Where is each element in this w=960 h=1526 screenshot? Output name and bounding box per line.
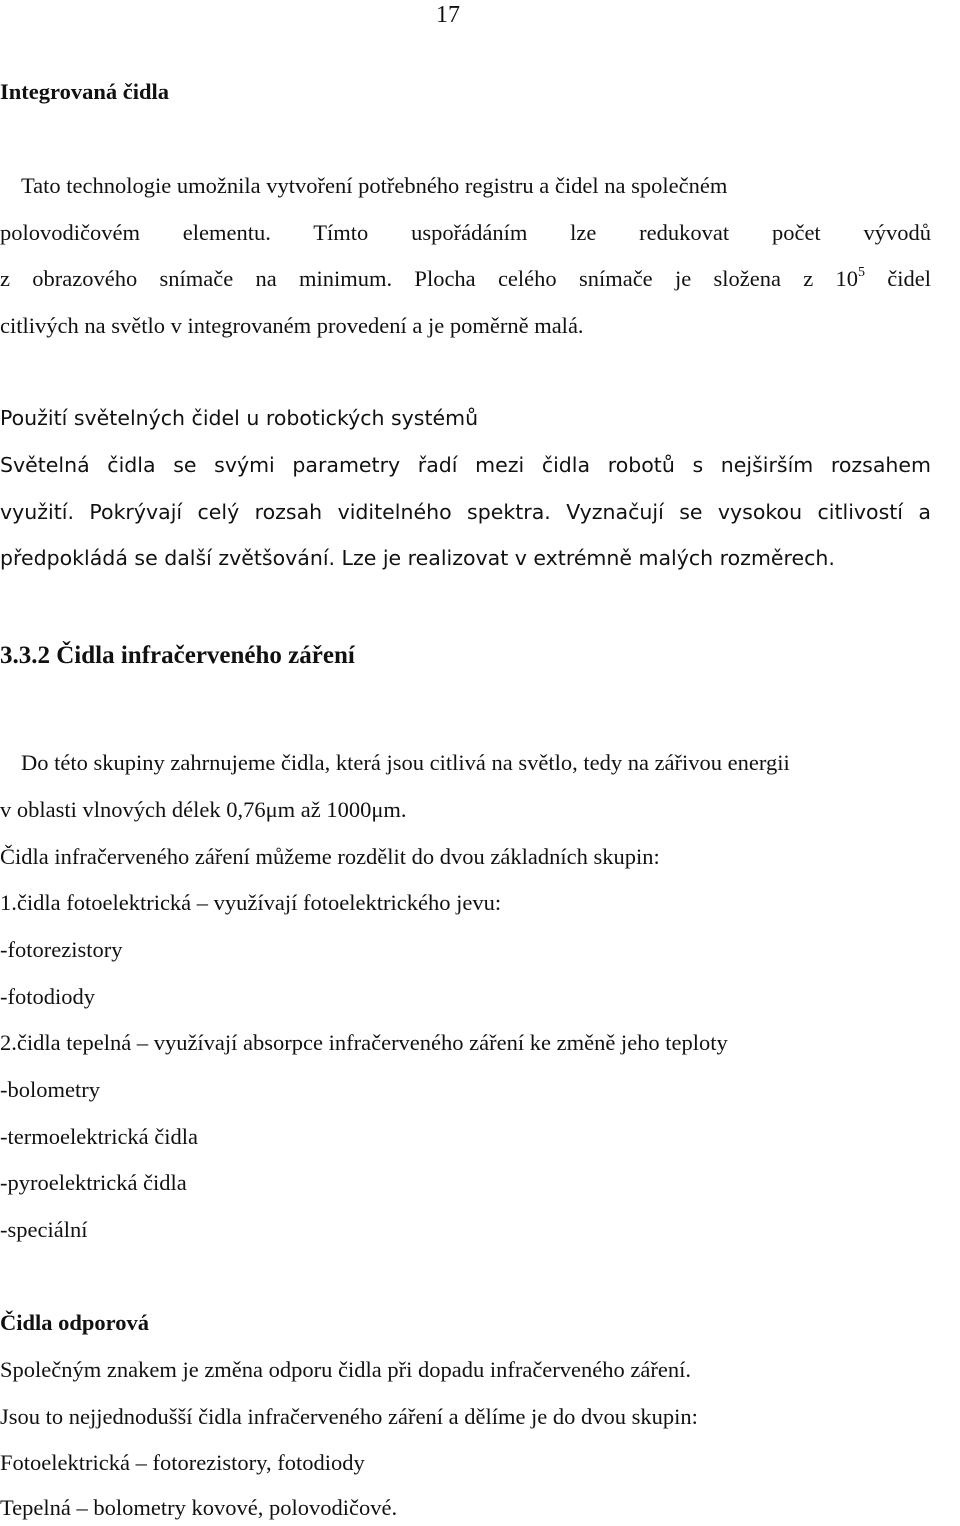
- paragraph-line: Světelná čidla se svými parametry řadí mezi čidla robotů s nejširším rozsahem: [0, 453, 931, 477]
- paragraph-text: z obrazového snímače na minimum. Plocha celého snímače je složena z 10: [0, 266, 858, 291]
- paragraph-text: čidel: [864, 266, 931, 291]
- section-heading-resistive: Čidla odporová: [0, 1310, 149, 1335]
- paragraph-line: využití. Pokrývají celý rozsah viditelného spektra. Vyznačují se vysokou citlivostí a: [0, 500, 931, 524]
- list-item: -fotorezistory: [0, 937, 123, 962]
- paragraph-line: předpokládá se další zvětšování. Lze je realizovat v extrémně malých rozměrech.: [0, 546, 835, 570]
- paragraph-line: Společným znakem je změna odporu čidla při dopadu infračerveného záření.: [0, 1357, 691, 1382]
- paragraph-line: Tepelná – bolometry kovové, polovodičové.: [0, 1495, 398, 1520]
- paragraph-line: [0, 265, 931, 291]
- superscript-exponent: 5: [857, 265, 865, 280]
- list-item: -speciální: [0, 1217, 88, 1242]
- list-item: 2.čidla tepelná – využívají absorpce infračerveného záření ke změně jeho teploty: [0, 1030, 728, 1055]
- paragraph-line: Jsou to nejjednodušší čidla infračerveného záření a dělíme je do dvou skupin:: [0, 1404, 698, 1429]
- section-heading-integrated: Integrovaná čidla: [0, 79, 169, 104]
- section-title-robotic: Použití světelných čidel u robotických systémů: [0, 406, 479, 430]
- section-heading-infrared: 3.3.2 Čidla infračerveného záření: [0, 642, 355, 669]
- paragraph-line: Do této skupiny zahrnujeme čidla, která jsou citlivá na světlo, tedy na zářivou energii: [21, 750, 790, 775]
- page-number: 17: [436, 2, 460, 28]
- list-item: -fotodiody: [0, 984, 95, 1009]
- paragraph-line: Čidla infračerveného záření můžeme rozdělit do dvou základních skupin:: [0, 844, 660, 869]
- paragraph-line: v oblasti vlnových délek 0,76μm až 1000μm.: [0, 797, 407, 822]
- list-item: 1.čidla fotoelektrická – využívají fotoelektrického jevu:: [0, 890, 502, 915]
- paragraph-line: Tato technologie umožnila vytvoření potřebného registru a čidel na společném: [21, 173, 728, 198]
- list-item: -termoelektrická čidla: [0, 1124, 199, 1149]
- paragraph-line: polovodičovém elementu. Tímto uspořádáním lze redukovat počet vývodů: [0, 220, 931, 245]
- paragraph-line: Fotoelektrická – fotorezistory, fotodiody: [0, 1450, 365, 1475]
- list-item: -bolometry: [0, 1077, 100, 1102]
- list-item: -pyroelektrická čidla: [0, 1170, 187, 1195]
- paragraph-line: citlivých na světlo v integrovaném provedení a je poměrně malá.: [0, 313, 584, 338]
